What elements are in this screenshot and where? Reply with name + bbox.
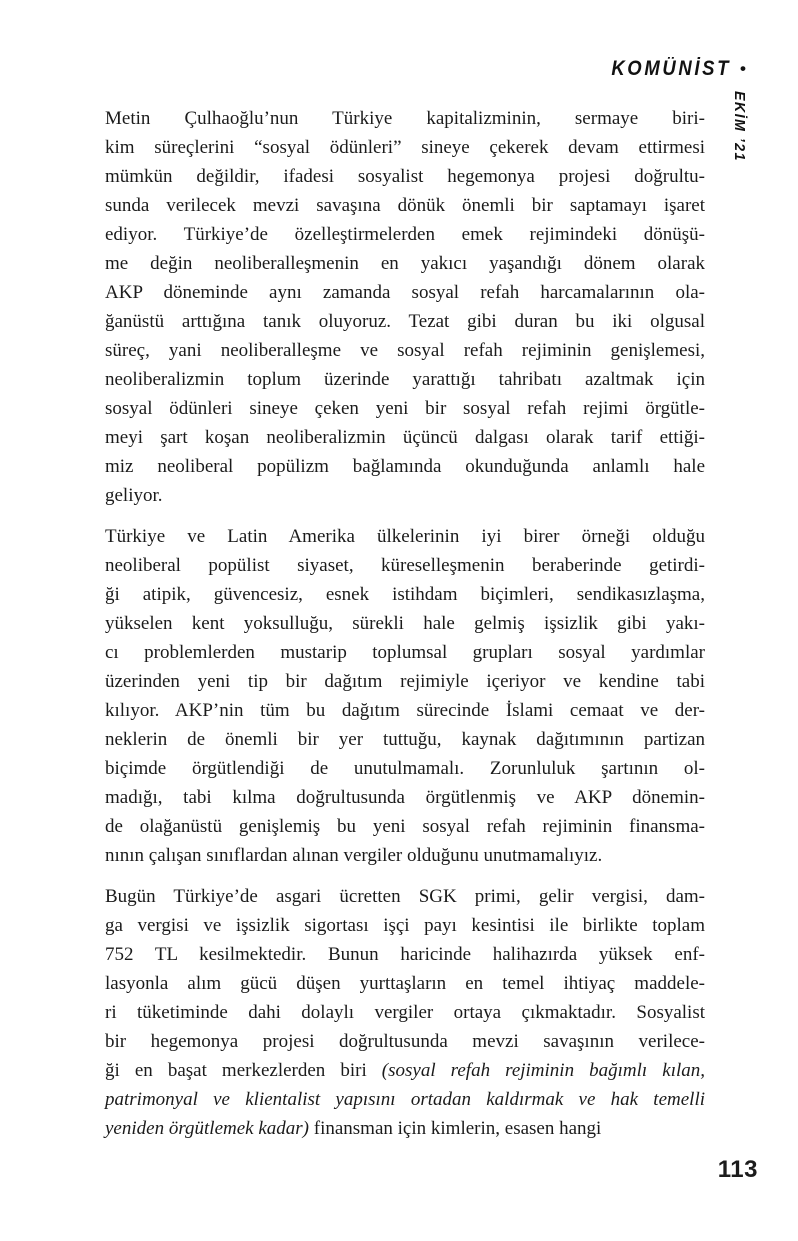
text-segment: ğanüstü arttığına tanık oluyoruz. Tezat gibi duran bu iki olgusal (105, 311, 705, 332)
text-line (105, 481, 705, 510)
text-line (105, 911, 705, 940)
text-segment: finansman için kimlerin, esasen hangi (309, 1118, 602, 1139)
text-segment: neoliberalizmin toplum üzerinde yarattığı tahribatı azaltmak için (105, 369, 705, 390)
text-line (105, 1114, 705, 1143)
page-number: 113 (717, 1156, 758, 1183)
text-segment: lasyonla alım gücü düşen yurttaşların en temel ihtiyaç maddele- (105, 973, 705, 994)
text-segment: madığı, tabi kılma doğrultusunda örgütlenmiş ve AKP dönemin- (105, 787, 705, 808)
text-line (105, 336, 705, 365)
text-segment: yükselen kent yoksulluğu, sürekli hale gelmiş işsizlik gibi yakı- (105, 613, 705, 634)
text-line (105, 278, 705, 307)
text-line (105, 249, 705, 278)
text-segment: kılıyor. AKP’nin tüm bu dağıtım sürecinde İslami cemaat ve der- (105, 700, 705, 721)
bullet-icon: • (740, 59, 746, 78)
paragraph (105, 104, 705, 510)
text-segment: meyi şart koşan neoliberalizmin üçüncü dalgası olarak tarif ettiği- (105, 427, 705, 448)
running-header (595, 57, 746, 81)
text-segment: ri tüketiminde dahi dolaylı vergiler ortaya çıkmaktadır. Sosyalist (105, 1002, 705, 1023)
text-segment: biçimde örgütlendiği de unutulmamalı. Zorunluluk şartının ol- (105, 758, 705, 779)
text-line (105, 133, 705, 162)
text-line (105, 667, 705, 696)
text-segment: ği en başat merkezlerden biri (105, 1060, 382, 1081)
text-segment: geliyor. (105, 485, 163, 506)
text-segment: Metin Çulhaoğlu’nun Türkiye kapitalizminin, sermaye biri- (105, 108, 705, 129)
text-line (105, 1085, 705, 1114)
text-line (105, 725, 705, 754)
text-line (105, 1027, 705, 1056)
text-segment: miz neoliberal popülizm bağlamında okunduğunda anlamlı hale (105, 456, 705, 477)
text-segment: kim süreçlerini “sosyal ödünleri” sineye çekerek devam ettirmesi (105, 137, 705, 158)
text-line (105, 609, 705, 638)
text-line (105, 754, 705, 783)
text-segment: me değin neoliberalleşmenin en yakıcı yaşandığı dönem olarak (105, 253, 705, 274)
text-line (105, 1056, 705, 1085)
text-segment: üzerinden yeni tip bir dağıtım rejimiyle içeriyor ve kendine tabi (105, 671, 705, 692)
text-segment: ga vergisi ve işsizlik sigortası işçi payı kesintisi ile birlikte toplam (105, 915, 705, 936)
text-line (105, 423, 705, 452)
text-line (105, 365, 705, 394)
text-line (105, 882, 705, 911)
text-segment: ği atipik, güvencesiz, esnek istihdam biçimleri, sendikasızlaşma, (105, 584, 705, 605)
text-line (105, 969, 705, 998)
text-line (105, 452, 705, 481)
text-line (105, 638, 705, 667)
text-line (105, 522, 705, 551)
text-segment: AKP döneminde aynı zamanda sosyal refah harcamalarının ola- (105, 282, 705, 303)
journal-title: KOMÜNİST (611, 57, 732, 80)
italic-text-segment: yeniden örgütlemek kadar) (105, 1118, 309, 1139)
text-segment: sosyal ödünleri sineye çeken yeni bir sosyal refah rejimi örgütle- (105, 398, 705, 419)
text-segment: mümkün değildir, ifadesi sosyalist hegemonya projesi doğrultu- (105, 166, 705, 187)
text-segment: nının çalışan sınıflardan alınan vergiler olduğunu unutmamalıyız. (105, 845, 603, 866)
text-line (105, 307, 705, 336)
text-segment: süreç, yani neoliberalleşme ve sosyal refah rejiminin genişlemesi, (105, 340, 705, 361)
italic-text-segment: (sosyal refah rejiminin bağımlı kılan, (381, 1060, 705, 1081)
text-segment: Türkiye ve Latin Amerika ülkelerinin iyi birer örneği olduğu (105, 526, 705, 547)
text-line (105, 812, 705, 841)
text-line (105, 220, 705, 249)
text-segment: neklerin de önemli bir yer tuttuğu, kaynak dağıtımının partizan (105, 729, 705, 750)
text-line (105, 394, 705, 423)
text-line (105, 580, 705, 609)
paragraph (105, 522, 705, 870)
text-segment: cı problemlerden mustarip toplumsal grupları sosyal yardımlar (105, 642, 705, 663)
text-segment: 752 TL kesilmektedir. Bunun haricinde halihazırda yüksek enf- (105, 944, 705, 965)
text-line (105, 696, 705, 725)
text-segment: Bugün Türkiye’de asgari ücretten SGK primi, gelir vergisi, dam- (105, 886, 705, 907)
text-segment: neoliberal popülist siyaset, küreselleşmenin beraberinde getirdi- (105, 555, 705, 576)
text-segment: de olağanüstü genişlemiş bu yeni sosyal refah rejiminin finansma- (105, 816, 705, 837)
italic-text-segment: patrimonyal ve klientalist yapısını ortadan kaldırmak ve hak temelli (105, 1089, 705, 1110)
text-line (105, 940, 705, 969)
text-line (105, 551, 705, 580)
text-line (105, 783, 705, 812)
paragraph (105, 882, 705, 1143)
text-line (105, 162, 705, 191)
body-text (105, 104, 705, 1143)
text-segment: ediyor. Türkiye’de özelleştirmelerden emek rejimindeki dönüşü- (105, 224, 705, 245)
text-line (105, 191, 705, 220)
text-line (105, 841, 705, 870)
text-segment: bir hegemonya projesi doğrultusunda mevzi savaşının verilece- (105, 1031, 705, 1052)
issue-date-vertical: EKİM ’21 (731, 91, 748, 162)
text-line (105, 104, 705, 133)
text-line (105, 998, 705, 1027)
text-segment: sunda verilecek mevzi savaşına dönük önemli bir saptamayı işaret (105, 195, 705, 216)
